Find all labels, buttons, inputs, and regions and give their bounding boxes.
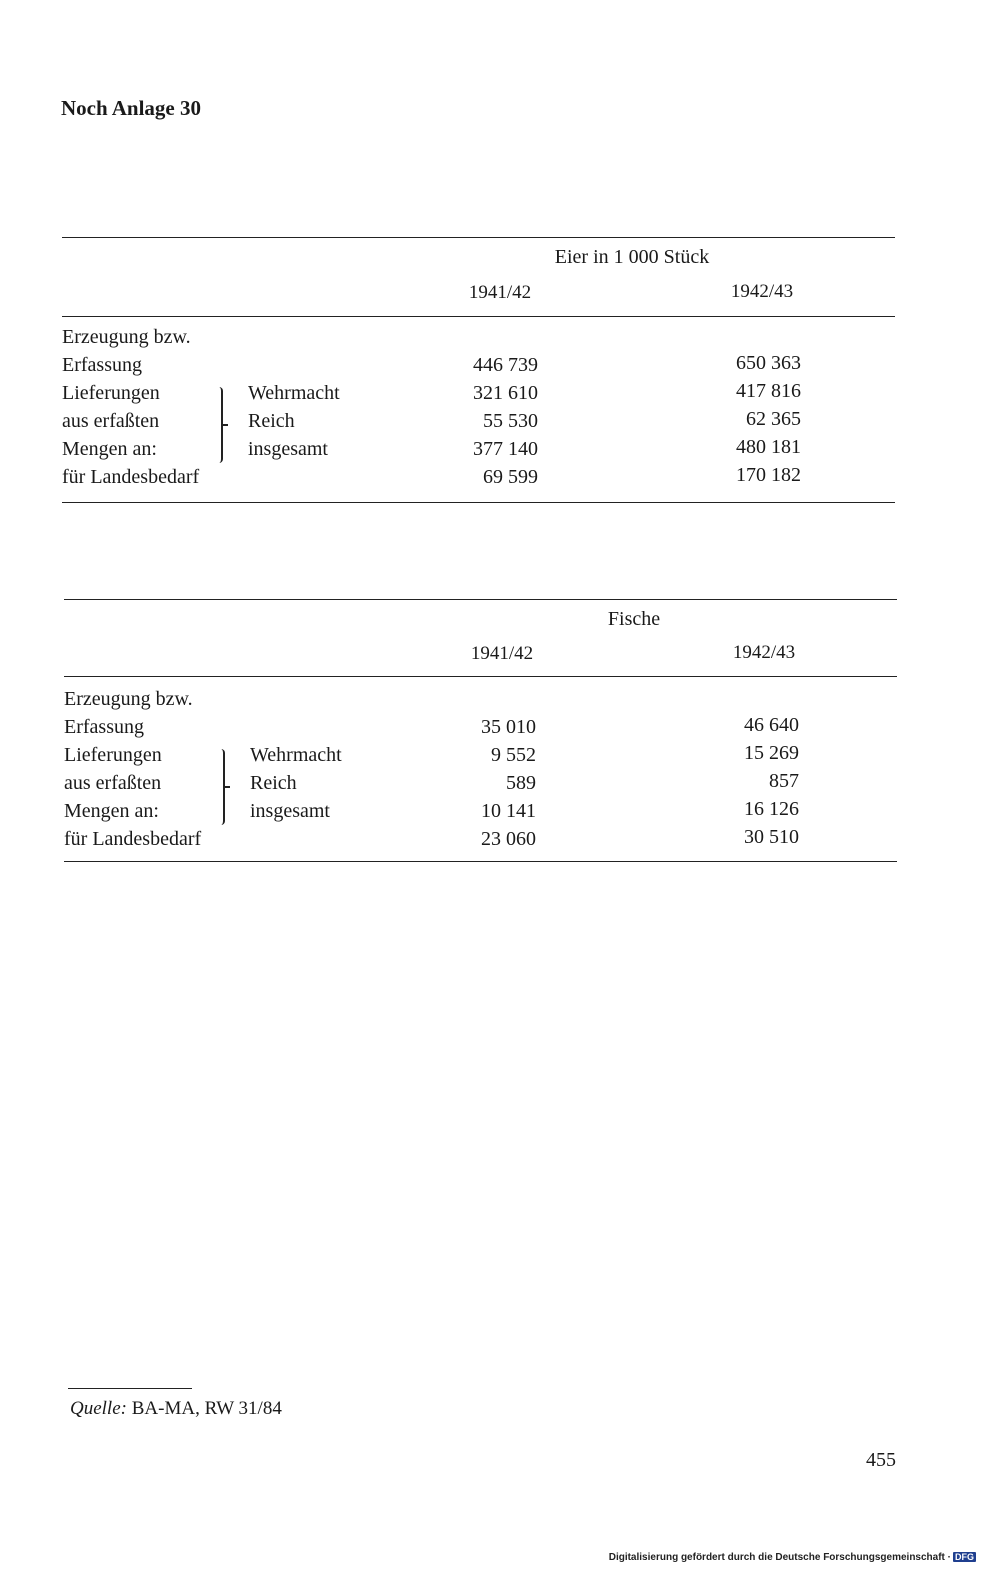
value-cell: 23 060	[481, 828, 536, 850]
bracket-tip	[224, 786, 230, 788]
year-header-2: 1942/43	[730, 281, 794, 302]
row-sublabel: Reich	[248, 410, 295, 432]
year-header-2: 1942/43	[732, 642, 796, 663]
row-label: aus erfaßten	[62, 410, 160, 432]
value-cell: 30 510	[744, 826, 799, 848]
page-number: 455	[866, 1449, 896, 1471]
value-cell: 589	[506, 772, 536, 794]
row-label: Mengen an:	[64, 800, 159, 822]
row-label: Erzeugung bzw.	[62, 326, 191, 348]
value-cell: 35 010	[481, 716, 536, 738]
value-cell: 10 141	[481, 800, 536, 822]
value-cell: 15 269	[744, 742, 799, 764]
row-sublabel: insgesamt	[248, 438, 328, 460]
table-bottom-rule	[64, 861, 897, 862]
value-cell: 46 640	[744, 714, 799, 736]
value-cell: 480 181	[736, 436, 801, 458]
value-cell: 321 610	[473, 382, 538, 404]
value-cell: 650 363	[736, 352, 801, 374]
value-cell: 9 552	[491, 744, 536, 766]
table-header-rule	[62, 316, 895, 317]
row-label: Mengen an:	[62, 438, 157, 460]
row-label: aus erfaßten	[64, 772, 162, 794]
table-header-rule	[64, 676, 897, 677]
footnote-text: BA-MA, RW 31/84	[131, 1398, 282, 1419]
footnote-label: Quelle:	[70, 1398, 127, 1419]
value-cell: 16 126	[744, 798, 799, 820]
row-sublabel: Reich	[250, 772, 297, 794]
row-sublabel: insgesamt	[250, 800, 330, 822]
value-cell: 377 140	[473, 438, 538, 460]
row-sublabel: Wehrmacht	[250, 744, 342, 766]
dfg-logo: DFG	[955, 1552, 974, 1562]
value-cell: 170 182	[736, 464, 801, 486]
row-label: für Landesbedarf	[62, 466, 200, 488]
footnote-rule	[68, 1388, 192, 1389]
value-cell: 62 365	[746, 408, 801, 430]
value-cell: 417 816	[736, 380, 801, 402]
value-cell: 857	[769, 770, 799, 792]
table-caption: Eier in 1 000 Stück	[554, 246, 710, 268]
row-label: für Landesbedarf	[64, 828, 202, 850]
row-label: Erzeugung bzw.	[64, 688, 193, 710]
table-top-rule	[64, 599, 897, 600]
value-cell: 55 530	[483, 410, 538, 432]
value-cell: 446 739	[473, 354, 538, 376]
bracket-tip	[222, 424, 228, 426]
row-label: Lieferungen	[64, 744, 162, 766]
row-sublabel: Wehrmacht	[248, 382, 340, 404]
digitization-credit	[609, 1552, 976, 1563]
year-header-1: 1941/42	[468, 282, 532, 303]
row-label: Lieferungen	[62, 382, 160, 404]
table-caption: Fische	[607, 608, 661, 630]
credit-text: Digitalisierung gefördert durch die Deutsche Forschungsgemeinschaft ·	[608, 1552, 951, 1563]
row-label: Erfassung	[62, 354, 142, 376]
table-bottom-rule	[62, 502, 895, 503]
footnote	[70, 1398, 282, 1420]
value-cell: 69 599	[483, 466, 538, 488]
year-header-1: 1941/42	[470, 643, 534, 664]
table-top-rule	[62, 237, 895, 238]
page-header: Noch Anlage 30	[61, 96, 202, 120]
row-label: Erfassung	[64, 716, 144, 738]
